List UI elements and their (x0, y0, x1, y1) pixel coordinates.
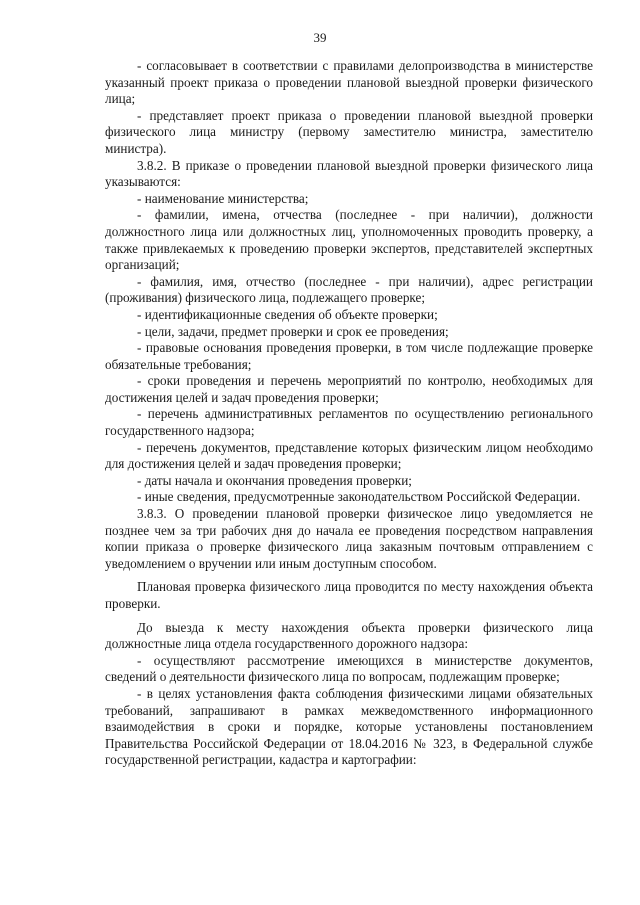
list-item: - наименование министерства; (137, 190, 309, 206)
list-item: - перечень документов, представление которых физическим лицом необходимо для достижения целей и задач проведения проверки; (105, 439, 593, 472)
list-item: - фамилии, имена, отчества (последнее - при наличии), должности должностного лица или должностных лиц, уполномоченных проводить проверку, а также привлекаемых к проведению проверки экспертов, представителей экспертных организаций; (105, 207, 593, 273)
page-number: 39 (313, 30, 327, 45)
list-item: - перечень административных регламентов по осуществлению регионального государственного надзора; (105, 406, 593, 439)
list-item: - даты начала и окончания проведения проверки; (137, 472, 412, 488)
paragraph: - представляет проект приказа о проведении плановой выездной проверки физического лица министру (первому заместителю министра, заместителю министра). (105, 107, 593, 156)
section-heading-paragraph: 3.8.2. В приказе о проведении плановой выездной проверки физического лица указываются: (105, 157, 593, 190)
list-item: - осуществляют рассмотрение имеющихся в министерстве документов, сведений о деятельности физического лица по вопросам, подлежащим проверке; (105, 652, 593, 685)
list-item: - цели, задачи, предмет проверки и срок ее проведения; (137, 323, 449, 339)
list-item: - в целях установления факта соблюдения физическими лицами обязательных требований, запрашивают в рамках межведомственного информационного взаимодействия в сроки и порядке, которые установлены постановлением Правительства Российской Федерации от 18.04.2016 № 323, в Федеральной службе государственной регистрации, кадастра и картографии: (105, 685, 593, 768)
paragraph: Плановая проверка физического лица проводится по месту нахождения объекта проверки. (105, 579, 593, 611)
document-body (105, 58, 593, 769)
list-item: - правовые основания проведения проверки, в том числе подлежащие проверке обязательные требования; (105, 340, 593, 372)
list-item: - фамилия, имя, отчество (последнее - при наличии), адрес регистрации (проживания) физического лица, подлежащего проверке; (105, 273, 593, 306)
paragraph: - согласовывает в соответствии с правилами делопроизводства в министерстве указанный проект приказа о проведении плановой выездной проверки физического лица; (105, 58, 593, 107)
paragraph: До выезда к месту нахождения объекта проверки физического лица должностные лица отдела государственного дорожного надзора: (105, 619, 593, 652)
section-paragraph: 3.8.3. О проведении плановой проверки физическое лицо уведомляется не позднее чем за три рабочих дня до начала ее проведения посредством направления копии приказа о проверке физического лица заказным почтовым отправлением с уведомлением о вручении или иным доступным способом. (105, 506, 593, 571)
list-item: - сроки проведения и перечень мероприятий по контролю, необходимых для достижения целей и задач проведения проверки; (105, 373, 593, 405)
list-item: - идентификационные сведения об объекте проверки; (137, 306, 438, 322)
list-item: - иные сведения, предусмотренные законодательством Российской Федерации. (137, 489, 581, 505)
